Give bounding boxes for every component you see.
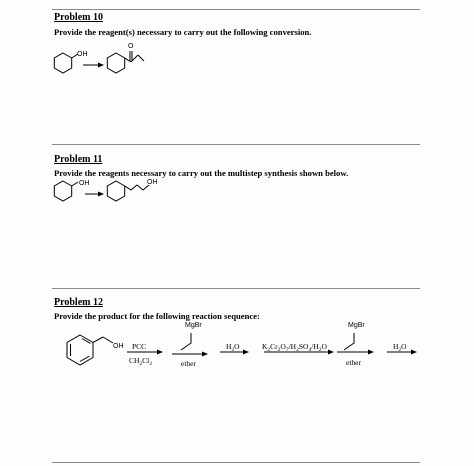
arrowhead: [368, 350, 374, 355]
problem-11-title: Problem 11: [54, 154, 103, 165]
arrowhead: [157, 350, 163, 355]
problem-10-instruction: Provide the reagent(s) necessary to carry out the following conversion.: [54, 27, 312, 37]
grignard-2-structure: [344, 333, 354, 350]
hydroxyl-label: OH: [79, 180, 90, 187]
arrowhead: [328, 350, 334, 355]
hydroxyl-label: OH: [77, 51, 88, 58]
hydroxyl-label: OH: [147, 179, 158, 186]
arrowhead: [202, 352, 208, 357]
arrowhead: [243, 350, 249, 355]
problem-10-title: Problem 10: [54, 12, 103, 23]
bond: [103, 337, 113, 343]
aromatic-bond: [82, 339, 91, 344]
grignard-2-label: MgBr: [348, 322, 365, 329]
grignard-1-structure: [181, 333, 191, 350]
bond: [93, 337, 103, 343]
hydroxyl-label: OH: [113, 343, 124, 350]
problem-11-instruction: Provide the reagents necessary to carry out the multistep synthesis shown below.: [54, 168, 349, 178]
grignard-1-solvent: ether: [181, 359, 196, 368]
solvent-ch2cl2: $CH_2Cl_2$: [129, 356, 153, 367]
problem-12-title: Problem 12: [54, 297, 103, 308]
reagent-water: $H_2O$: [393, 342, 407, 353]
arrowhead: [411, 350, 417, 355]
problem-12-instruction: Provide the product for the following reaction sequence:: [54, 311, 260, 321]
reagent-pcc: PCC: [132, 342, 147, 351]
grignard-2-solvent: ether: [346, 358, 361, 367]
section-divider: [52, 462, 420, 463]
reagent-dichromate: $K_2Cr_2O_7/H_2SO_4/H_2O$: [262, 342, 327, 353]
grignard-1-label: MgBr: [185, 322, 202, 329]
carbonyl-label: O: [128, 43, 134, 50]
reagent-water: $H_2O$: [226, 342, 240, 353]
